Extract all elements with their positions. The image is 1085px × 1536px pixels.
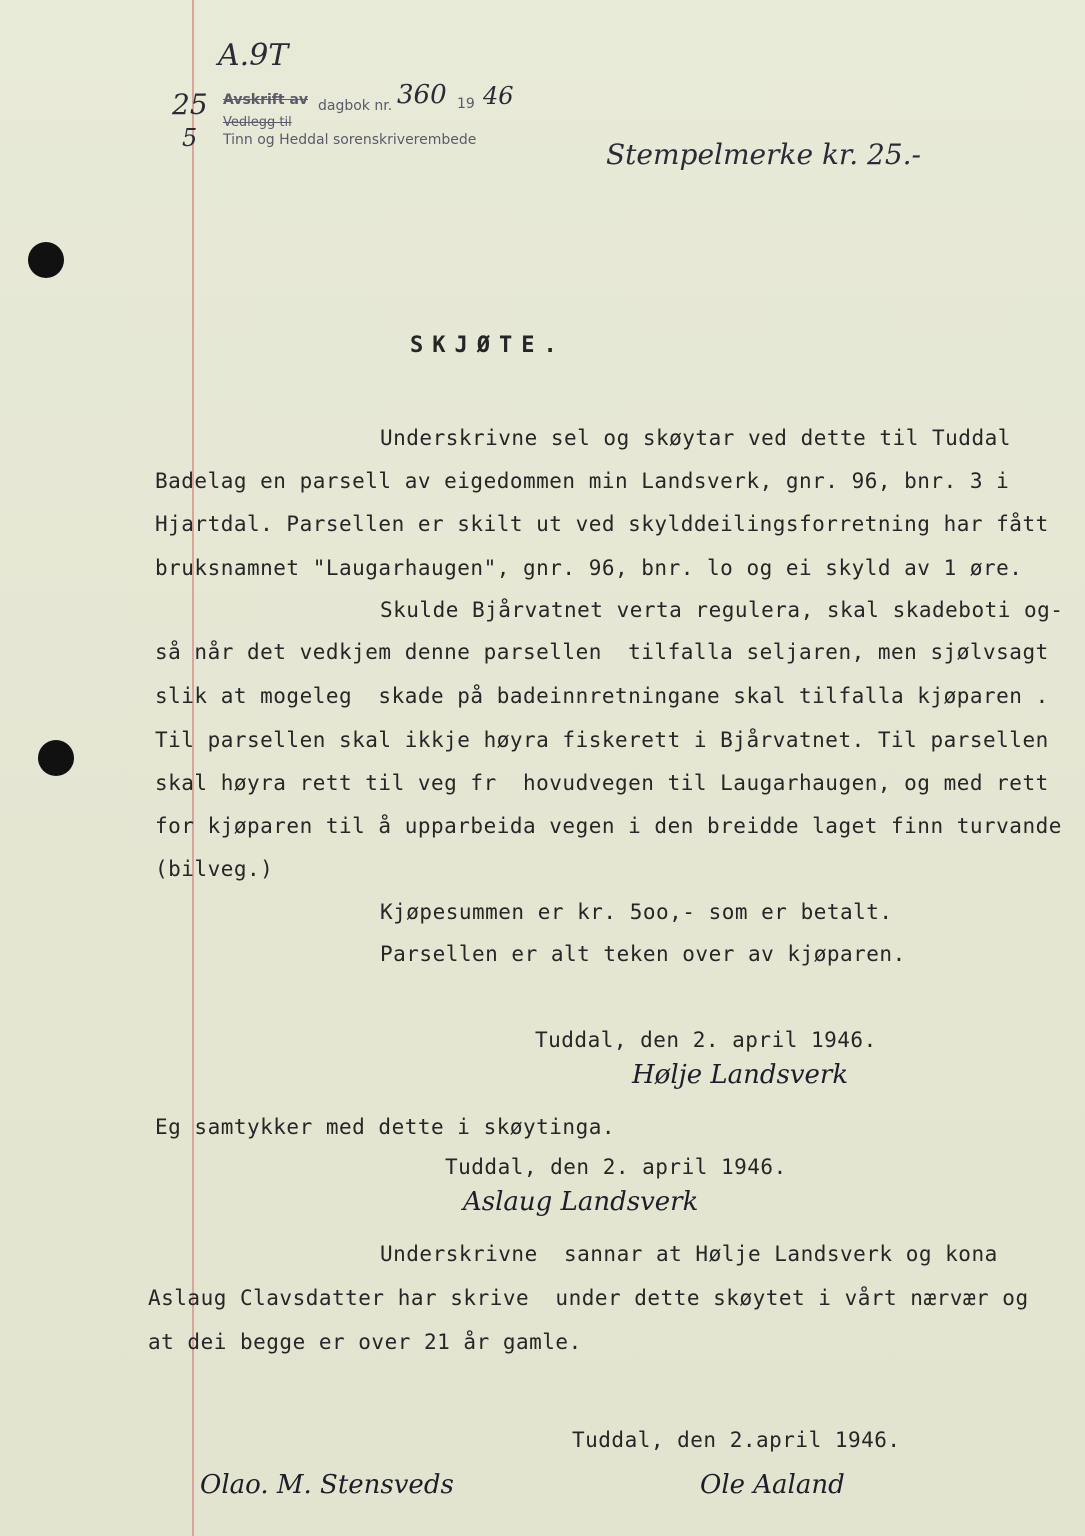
document-title: SKJØTE. xyxy=(410,333,566,358)
body-line-6: så når det vedkjem denne parsellen tilfalla seljaren, men sjølvsagt xyxy=(155,640,1049,664)
signature-witness-2: Ole Aaland xyxy=(700,1470,845,1500)
body-line-11: (bilveg.) xyxy=(155,857,274,881)
body-line-12: Kjøpesummen er kr. 5oo,- som er betalt. xyxy=(380,900,893,924)
stamp-office: Tinn og Heddal sorenskriverembede xyxy=(223,132,477,148)
signature-holje: Hølje Landsverk xyxy=(632,1060,849,1090)
body-line-9: skal høyra rett til veg fr hovudvegen til Laugarhaugen, og med rett xyxy=(155,771,1049,795)
date-1: Tuddal, den 2. april 1946. xyxy=(535,1028,877,1052)
stamp-avskrift: Avskrift av xyxy=(223,92,309,108)
witness-line-1: Underskrivne sannar at Hølje Landsverk og kona xyxy=(380,1242,998,1266)
stamp-year-prefix: 19 xyxy=(457,96,475,112)
body-line-13: Parsellen er alt teken over av kjøparen. xyxy=(380,942,906,966)
date-2: Tuddal, den 2. april 1946. xyxy=(445,1155,787,1179)
body-line-10: for kjøparen til å upparbeida vegen i den breidde laget finn turvande xyxy=(155,814,1062,838)
witness-line-3: at dei begge er over 21 år gamle. xyxy=(148,1330,582,1354)
body-line-5: Skulde Bjårvatnet verta regulera, skal skadeboti og- xyxy=(380,598,1064,622)
handwritten-25: 25 xyxy=(172,88,208,121)
handwritten-5: 5 xyxy=(182,124,198,152)
fee-note: Stempelmerke kr. 25.- xyxy=(606,138,922,171)
punch-hole-top xyxy=(28,242,64,278)
body-line-8: Til parsellen skal ikkje høyra fiskerett i Bjårvatnet. Til parsellen xyxy=(155,728,1049,752)
consent-line: Eg samtykker med dette i skøytinga. xyxy=(155,1115,616,1139)
witness-line-2: Aslaug Clavsdatter har skrive under dette skøytet i vårt nærvær og xyxy=(148,1286,1029,1310)
body-line-3: Hjartdal. Parsellen er skilt ut ved skylddeilingsforretning har fått xyxy=(155,512,1049,536)
body-line-7: slik at mogeleg skade på badeinnretningane skal tilfalla kjøparen . xyxy=(155,684,1049,708)
punch-hole-bottom xyxy=(38,740,74,776)
signature-aslaug: Aslaug Landsverk xyxy=(463,1187,699,1217)
body-line-2: Badelag en parsell av eigedommen min Landsverk, gnr. 96, bnr. 3 i xyxy=(155,469,1010,493)
handwritten-folio: A.9T xyxy=(218,38,289,73)
dagbok-number: 360 xyxy=(397,80,447,110)
stamp-vedlegg: Vedlegg til xyxy=(223,115,292,130)
body-line-4: bruksnamnet "Laugarhaugen", gnr. 96, bnr. lo og ei skyld av 1 øre. xyxy=(155,556,1023,580)
date-3: Tuddal, den 2.april 1946. xyxy=(572,1428,901,1452)
body-line-1: Underskrivne sel og skøytar ved dette til Tuddal xyxy=(380,426,1011,450)
year-suffix: 46 xyxy=(483,82,514,110)
signature-witness-1: Olao. M. Stensveds xyxy=(200,1470,454,1500)
stamp-dagbok: dagbok nr. xyxy=(318,98,393,114)
